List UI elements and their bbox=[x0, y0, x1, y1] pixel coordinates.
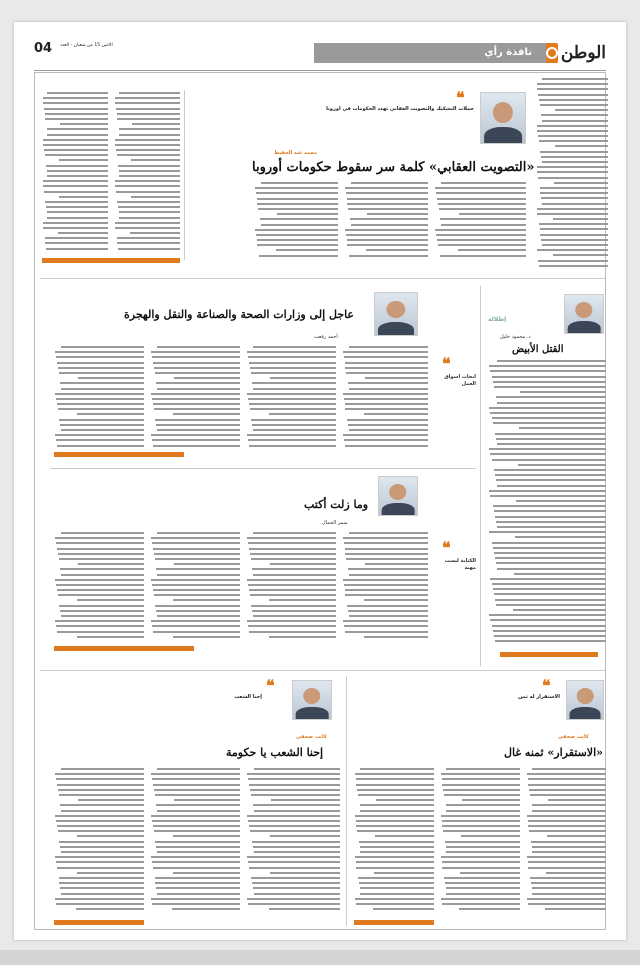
side-quote: الكتابة ليست مهنة bbox=[444, 558, 476, 572]
text-column bbox=[342, 532, 428, 642]
text-column bbox=[246, 532, 336, 642]
text-column bbox=[54, 768, 144, 918]
text-column bbox=[434, 182, 526, 262]
page-number: 04 bbox=[34, 41, 53, 56]
text-column bbox=[342, 346, 428, 450]
text-column bbox=[114, 92, 180, 256]
newspaper-page bbox=[14, 22, 626, 940]
article-kicker: كاتب صحفي bbox=[296, 734, 327, 740]
issue-info: الاثنين 15 من شعبان - العدد bbox=[60, 43, 113, 48]
text-column bbox=[150, 532, 240, 642]
quote-icon: ❝ bbox=[442, 354, 451, 373]
author-byline: أحمد رفعت bbox=[314, 334, 338, 340]
text-column bbox=[246, 768, 340, 918]
article-kicker: كاتب صحفي bbox=[558, 734, 589, 740]
side-quote: أبحاث أسواق العمل bbox=[444, 374, 476, 388]
author-photo bbox=[564, 294, 604, 334]
text-column bbox=[526, 768, 606, 918]
text-column bbox=[54, 532, 144, 642]
newspaper-logo bbox=[542, 42, 606, 64]
author-photo bbox=[566, 680, 604, 720]
author-email-bar bbox=[354, 920, 434, 925]
author-email-bar bbox=[500, 652, 598, 657]
text-column bbox=[354, 768, 434, 918]
text-column bbox=[488, 360, 606, 650]
quote-icon: ❝ bbox=[442, 538, 451, 557]
text-column bbox=[246, 346, 336, 450]
column-divider bbox=[184, 90, 185, 260]
author-photo bbox=[480, 92, 526, 144]
column-divider bbox=[480, 286, 481, 666]
article-kicker: محمد عبد الحفيظ bbox=[274, 150, 317, 156]
quote-icon: ❝ bbox=[456, 88, 465, 107]
author-byline: د. محمود خليل bbox=[500, 334, 531, 340]
column-tag: إطلالة bbox=[488, 316, 507, 323]
text-column bbox=[54, 346, 144, 450]
text-column bbox=[344, 182, 428, 262]
article-title: «الاستقرار» ثمنه غال bbox=[504, 746, 604, 759]
viewer-footer bbox=[0, 950, 640, 965]
author-byline: سمر الجمال bbox=[322, 520, 348, 526]
text-column bbox=[42, 92, 108, 256]
article-title: وما زلت أكتب bbox=[304, 498, 369, 511]
text-column bbox=[536, 78, 608, 274]
article-title: عاجل إلى وزارات الصحة والصناعة والنقل والهجرة bbox=[124, 308, 354, 321]
masthead-rule bbox=[34, 70, 606, 71]
text-column bbox=[440, 768, 520, 918]
article-title: «التصويت العقابي» كلمة سر سقوط حكومات أوروبا bbox=[252, 160, 535, 175]
column-divider bbox=[346, 676, 347, 926]
author-email-bar bbox=[42, 258, 180, 263]
author-photo bbox=[374, 292, 418, 336]
text-column bbox=[150, 346, 240, 450]
quote-icon: ❝ bbox=[542, 676, 551, 695]
article-lead: الاستقرار له ثمن bbox=[518, 694, 560, 700]
article-lead: إحنا الشعب bbox=[234, 694, 262, 700]
section-divider bbox=[40, 670, 606, 671]
logo-text: الوطن bbox=[560, 43, 606, 63]
author-email-bar bbox=[54, 452, 184, 457]
article-lead: حملات التشكيك والتصويت العقابي تهدد الحكومات في أوروبا bbox=[326, 106, 474, 112]
section-tab: نافذة رأي bbox=[314, 43, 546, 63]
text-column bbox=[254, 182, 338, 262]
text-column bbox=[150, 768, 240, 918]
section-divider bbox=[50, 468, 476, 469]
article-title: إحنا الشعب يا حكومة bbox=[226, 746, 324, 759]
quote-icon: ❝ bbox=[266, 676, 275, 695]
article-title: القتل الأبيض bbox=[512, 344, 564, 355]
author-photo bbox=[378, 476, 418, 516]
author-email-bar bbox=[54, 646, 194, 651]
author-email-bar bbox=[54, 920, 144, 925]
masthead bbox=[34, 40, 606, 66]
section-divider bbox=[40, 278, 606, 279]
author-photo bbox=[292, 680, 332, 720]
